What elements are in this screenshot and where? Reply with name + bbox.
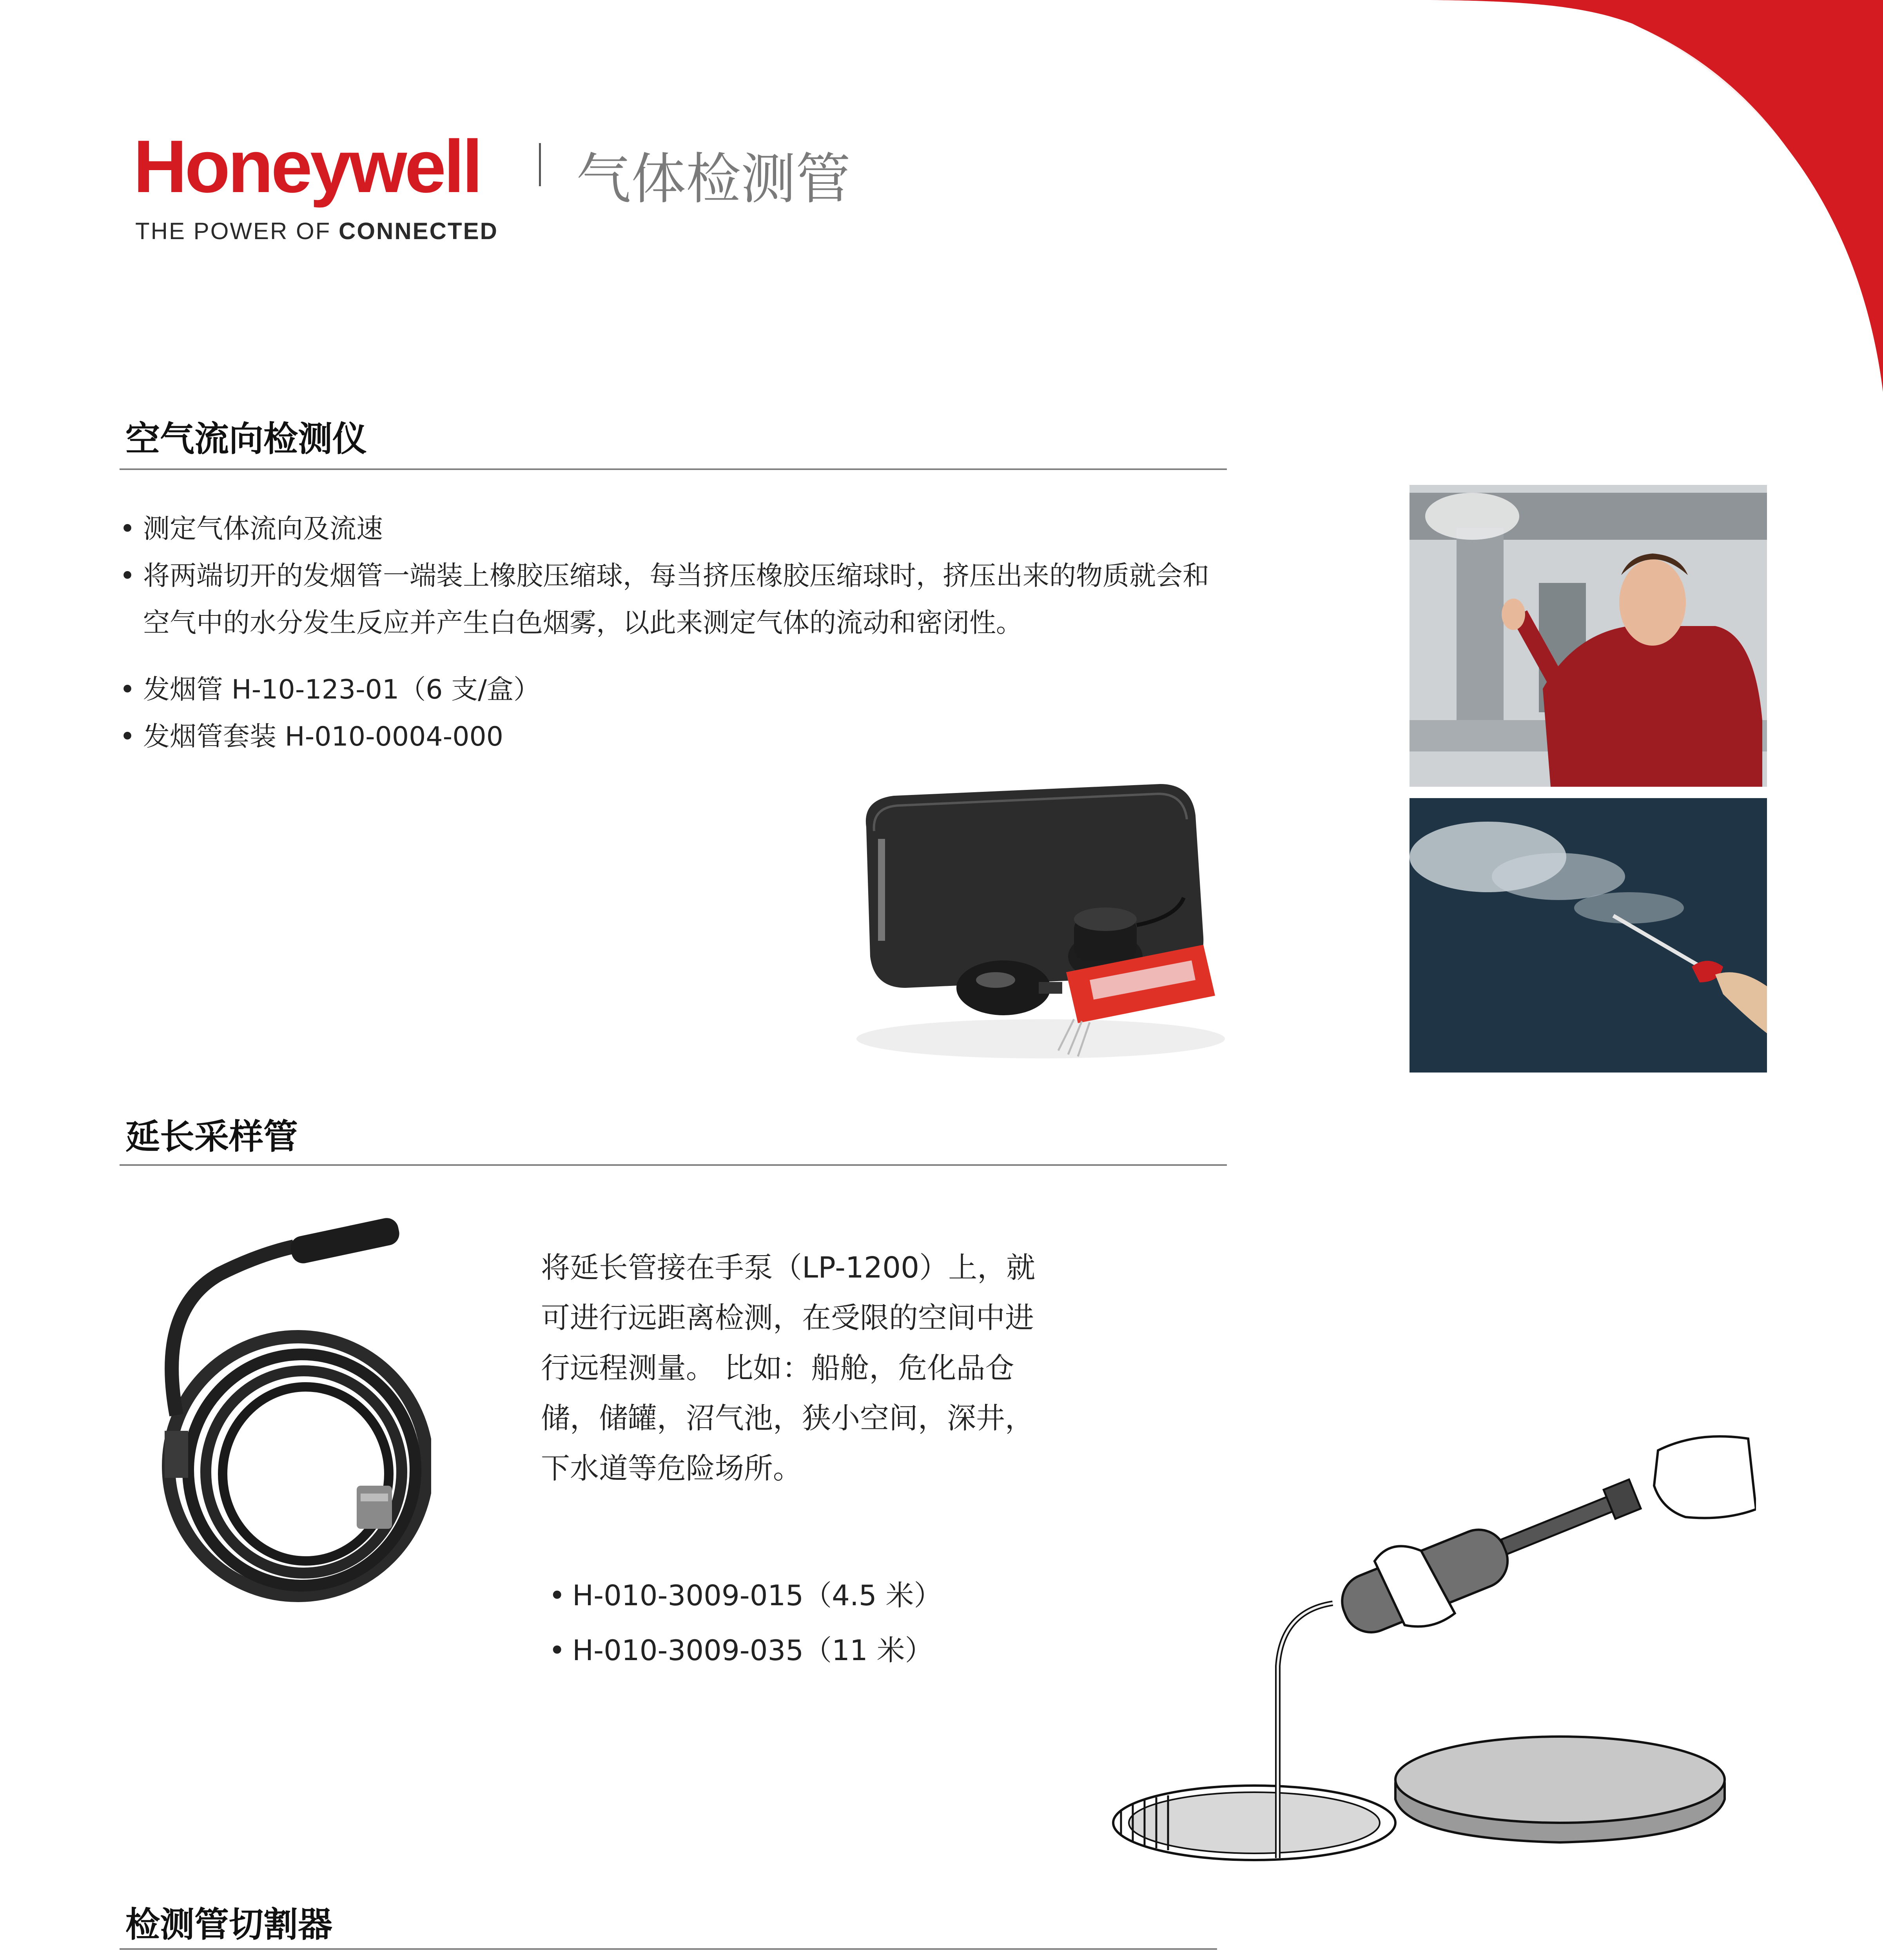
list-item: • 测定气体流向及流速 — [120, 506, 1229, 553]
airflow-usage-photo — [1410, 485, 1767, 787]
list-item: • 发烟管套装 H-010-0004-000 — [120, 713, 1229, 760]
section-rule-extension — [120, 1164, 1227, 1166]
section-heading-airflow: 空气流向检测仪 — [125, 419, 367, 459]
list-item: • 发烟管 H-10-123-01（6 支/盒） — [120, 666, 1229, 713]
honeywell-logo: Honeywell — [133, 125, 481, 208]
logo-tagline — [135, 218, 498, 245]
list-item: • H-010-3009-035（11 米） — [549, 1623, 1098, 1678]
section-rule-airflow — [120, 468, 1227, 470]
list-item: • 将两端切开的发烟管一端装上橡胶压缩球，每当挤压橡胶压缩球时，挤压出来的物质就会和空气中的水分发生反应并产生白色烟雾，以此来测定气体的流动和密闭性。 — [120, 553, 1229, 647]
document-title: 气体检测管 — [576, 147, 851, 211]
section-rule-cutter — [120, 1948, 1217, 1950]
tagline-prefix: THE POWER OF — [135, 218, 339, 244]
smoke-plume-photo — [1410, 798, 1767, 1073]
airflow-bullet-list — [120, 506, 1229, 760]
tagline-bold: CONNECTED — [339, 218, 499, 244]
extension-hose-image — [118, 1211, 431, 1603]
smoke-tube-kit-image — [839, 768, 1243, 1074]
extension-part-list — [549, 1568, 1098, 1678]
section-heading-cutter: 检测管切割器 — [125, 1904, 333, 1945]
header-divider — [539, 143, 541, 186]
corner-swoosh — [1413, 0, 1883, 392]
pump-manhole-illustration — [1098, 1392, 1756, 1862]
list-item: • H-010-3009-015（4.5 米） — [549, 1568, 1098, 1623]
section-heading-extension: 延长采样管 — [125, 1116, 298, 1157]
extension-description: 将延长管接在手泵（LP-1200）上，就可进行远距离检测，在受限的空间中进行远程测量。 比如：船舱，危化品仓储，储罐，沼气池，狭小空间，深井，下水道等危险场所。 — [541, 1251, 1036, 1485]
